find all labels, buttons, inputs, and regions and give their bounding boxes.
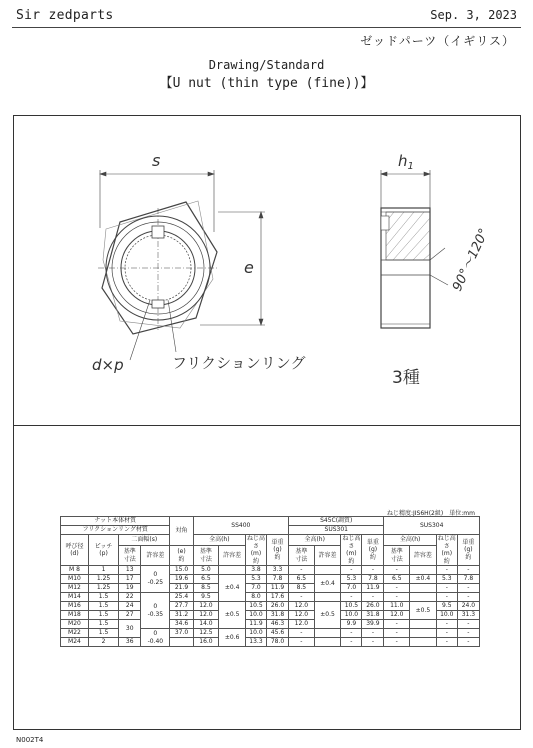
table-row bbox=[61, 638, 480, 647]
table-cell: 31.8 bbox=[266, 611, 288, 620]
table-cell: 12.0 bbox=[289, 620, 315, 629]
table-cell: 25.4 bbox=[170, 593, 193, 602]
table-cell: 14.0 bbox=[193, 620, 219, 629]
table-cell: 1.25 bbox=[88, 575, 118, 584]
hdr-weight-3: 単重 (g) 約 bbox=[457, 535, 479, 566]
tol-h2-a: ±0.4 bbox=[314, 575, 341, 593]
table-cell: 3.8 bbox=[246, 566, 267, 575]
table-cell: 31.3 bbox=[457, 611, 479, 620]
table-cell: 78.0 bbox=[266, 638, 288, 647]
table-cell: M22 bbox=[61, 629, 89, 638]
table-cell: - bbox=[457, 620, 479, 629]
tol-h3-b: ±0.5 bbox=[410, 602, 437, 620]
table-cell: 12.0 bbox=[193, 602, 219, 611]
table-cell: 12.0 bbox=[289, 611, 315, 620]
table-cell bbox=[410, 566, 437, 575]
table-cell: - bbox=[436, 593, 457, 602]
table-cell: 9.9 bbox=[341, 620, 362, 629]
tol-h1-blank bbox=[219, 566, 246, 575]
table-cell: 46.3 bbox=[266, 620, 288, 629]
table-row bbox=[61, 584, 480, 593]
hdr-thread-1: ねじ高さ (m) 約 bbox=[246, 535, 265, 565]
hdr-diag-sub: (e) 約 bbox=[170, 546, 193, 566]
hdr-weight-2: 単重 (g) 約 bbox=[362, 535, 384, 566]
table-cell: 6.5 bbox=[289, 575, 315, 584]
table-cell: 21.9 bbox=[170, 584, 193, 593]
table-cell bbox=[170, 638, 193, 647]
spec-table bbox=[60, 516, 480, 647]
table-cell bbox=[314, 629, 341, 638]
table-cell: 6.5 bbox=[193, 575, 219, 584]
hdr-h3-tol: 許容差 bbox=[410, 546, 437, 566]
table-cell: - bbox=[436, 620, 457, 629]
tol-s-1: 0 -0.25 bbox=[141, 566, 170, 593]
table-cell: - bbox=[384, 638, 410, 647]
hdr-s-tol: 許容差 bbox=[141, 546, 170, 566]
table-cell: - bbox=[457, 566, 479, 575]
table-cell: - bbox=[362, 593, 384, 602]
table-cell: 5.3 bbox=[341, 575, 362, 584]
table-cell: 2 bbox=[88, 638, 118, 647]
table-cell: M14 bbox=[61, 593, 89, 602]
table-cell: 5.0 bbox=[193, 566, 219, 575]
tol-h1-c: ±0.6 bbox=[219, 629, 246, 647]
table-cell: - bbox=[341, 566, 362, 575]
hdr-nut-material: ナット本体材質 bbox=[61, 517, 170, 526]
table-cell: M18 bbox=[61, 611, 89, 620]
table-cell: 17 bbox=[119, 575, 141, 584]
hdr-ss400: SS400 bbox=[193, 517, 288, 535]
table-cell: 22 bbox=[119, 593, 141, 602]
table-cell: 12.5 bbox=[193, 629, 219, 638]
table-cell: - bbox=[362, 629, 384, 638]
table-cell: - bbox=[362, 638, 384, 647]
table-cell: 3.3 bbox=[266, 566, 288, 575]
hdr-diag: 対角 bbox=[170, 517, 193, 546]
table-cell: - bbox=[436, 629, 457, 638]
table-cell: M20 bbox=[61, 620, 89, 629]
table-cell: 1.5 bbox=[88, 620, 118, 629]
table-row bbox=[61, 566, 480, 575]
table-cell: 1.5 bbox=[88, 602, 118, 611]
table-cell bbox=[314, 566, 341, 575]
table-row bbox=[61, 620, 480, 629]
hdr-h2-tol: 許容差 bbox=[314, 546, 341, 566]
table-cell: - bbox=[289, 566, 315, 575]
hdr-h1-tol: 許容差 bbox=[219, 546, 246, 566]
table-cell: 1.5 bbox=[88, 611, 118, 620]
table-cell: M24 bbox=[61, 638, 89, 647]
table-cell: - bbox=[384, 566, 410, 575]
hdr-thread-2: ねじ高さ (m) 約 bbox=[342, 535, 361, 565]
table-cell: 8.0 bbox=[246, 593, 267, 602]
table-cell: 9.5 bbox=[193, 593, 219, 602]
hdr-pitch: ピッチ (p) bbox=[88, 535, 118, 566]
table-cell: 30 bbox=[119, 620, 141, 638]
tol-s-2: 0 -0.35 bbox=[141, 593, 170, 629]
tol-h2-b: ±0.5 bbox=[314, 602, 341, 629]
table-cell: 10.0 bbox=[246, 611, 267, 620]
table-cell: 7.8 bbox=[362, 575, 384, 584]
dim-h1-label: $h_1$ bbox=[398, 152, 414, 172]
table-cell: 27 bbox=[119, 611, 141, 620]
type-label: 3種 bbox=[392, 368, 420, 388]
hdr-height-2: 全高(h) bbox=[289, 535, 341, 546]
table-row bbox=[61, 575, 480, 584]
table-cell: 39.9 bbox=[362, 620, 384, 629]
table-cell: 10.5 bbox=[246, 602, 267, 611]
table-cell: 11.9 bbox=[246, 620, 267, 629]
table-cell: - bbox=[457, 629, 479, 638]
company-name: ゼッドパーツ（イギリス） bbox=[360, 34, 515, 48]
table-cell: 31.2 bbox=[170, 611, 193, 620]
table-cell: 7.0 bbox=[246, 584, 267, 593]
table-cell: M 8 bbox=[61, 566, 89, 575]
hdr-h2-std: 基準 寸法 bbox=[289, 546, 315, 566]
date: Sep. 3, 2023 bbox=[430, 8, 517, 22]
table-cell: 26.0 bbox=[362, 602, 384, 611]
friction-ring-label: フリクションリング bbox=[172, 354, 306, 372]
thread-label: d×p bbox=[92, 356, 124, 374]
table-cell: 7.8 bbox=[457, 575, 479, 584]
hdr-ring-material: フリクションリング材質 bbox=[61, 526, 170, 535]
table-cell: - bbox=[289, 629, 315, 638]
table-cell: - bbox=[436, 584, 457, 593]
hdr-h3-std: 基準 寸法 bbox=[384, 546, 410, 566]
table-note: ねじ精度:JIS6H(2級) 単位:mm bbox=[387, 510, 475, 517]
table-cell: - bbox=[384, 593, 410, 602]
dim-e-label: e bbox=[244, 258, 254, 277]
table-row bbox=[61, 593, 480, 602]
doc-type: Drawing/Standard bbox=[208, 58, 325, 72]
table-cell: - bbox=[436, 638, 457, 647]
tol-s-3: 0 -0.40 bbox=[141, 629, 170, 647]
table-cell bbox=[410, 629, 437, 638]
tol-h1-a: ±0.4 bbox=[219, 575, 246, 602]
table-cell: 11.0 bbox=[384, 602, 410, 611]
table-cell: 10.0 bbox=[341, 611, 362, 620]
hdr-height-1: 全高(h) bbox=[193, 535, 245, 546]
table-cell: 7.0 bbox=[341, 584, 362, 593]
table-cell: 24.0 bbox=[457, 602, 479, 611]
table-cell: M12 bbox=[61, 584, 89, 593]
table-cell: - bbox=[341, 638, 362, 647]
table-cell: 8.5 bbox=[193, 584, 219, 593]
table-cell: 27.7 bbox=[170, 602, 193, 611]
table-cell: 24 bbox=[119, 602, 141, 611]
table-cell: 15.0 bbox=[170, 566, 193, 575]
table-cell: M10 bbox=[61, 575, 89, 584]
table-cell: 19.6 bbox=[170, 575, 193, 584]
table-cell: 1.5 bbox=[88, 593, 118, 602]
table-cell: - bbox=[436, 566, 457, 575]
table-cell: 34.6 bbox=[170, 620, 193, 629]
site-name: Sir zedparts bbox=[16, 8, 114, 23]
table-cell: 11.9 bbox=[266, 584, 288, 593]
hdr-nominal: 呼び径 (d) bbox=[61, 535, 89, 566]
table-cell: 1.25 bbox=[88, 584, 118, 593]
hdr-h1-std: 基準 寸法 bbox=[193, 546, 219, 566]
table-cell: 10.0 bbox=[246, 629, 267, 638]
table-cell bbox=[410, 593, 437, 602]
table-cell: - bbox=[384, 620, 410, 629]
table-cell: - bbox=[384, 584, 410, 593]
doc-title: 【U nut (thin type (fine))】 bbox=[159, 76, 374, 91]
table-cell: - bbox=[457, 638, 479, 647]
table-cell: 31.8 bbox=[362, 611, 384, 620]
table-cell bbox=[410, 584, 437, 593]
table-cell: - bbox=[457, 584, 479, 593]
table-cell: 12.0 bbox=[193, 611, 219, 620]
table-cell: 8.5 bbox=[289, 584, 315, 593]
tol-h1-b: ±0.5 bbox=[219, 602, 246, 629]
hdr-height-3: 全高(h) bbox=[384, 535, 436, 546]
front-view bbox=[98, 201, 218, 334]
table-cell: - bbox=[362, 566, 384, 575]
table-cell bbox=[410, 638, 437, 647]
table-cell: M16 bbox=[61, 602, 89, 611]
frame-divider bbox=[13, 425, 521, 426]
table-cell: 9.5 bbox=[436, 602, 457, 611]
table-cell bbox=[410, 620, 437, 629]
table-cell: 36 bbox=[119, 638, 141, 647]
table-cell: - bbox=[289, 638, 315, 647]
table-cell: 37.0 bbox=[170, 629, 193, 638]
table-cell: 17.6 bbox=[266, 593, 288, 602]
table-cell: 11.9 bbox=[362, 584, 384, 593]
table-cell: - bbox=[341, 593, 362, 602]
doc-code: N002T4 bbox=[16, 736, 44, 744]
table-cell: 10.0 bbox=[436, 611, 457, 620]
side-view bbox=[381, 208, 430, 328]
table-cell: 5.3 bbox=[436, 575, 457, 584]
table-cell: 13 bbox=[119, 566, 141, 575]
table-cell: 16.0 bbox=[193, 638, 219, 647]
table-cell: 12.0 bbox=[384, 611, 410, 620]
table-cell: 10.5 bbox=[341, 602, 362, 611]
table-cell: - bbox=[341, 629, 362, 638]
tol-h3-a: ±0.4 bbox=[410, 575, 437, 584]
table-cell: 45.6 bbox=[266, 629, 288, 638]
table-cell: - bbox=[457, 593, 479, 602]
table-row bbox=[61, 602, 480, 611]
table-cell: 26.0 bbox=[266, 602, 288, 611]
hdr-weight-1: 単重 (g) 約 bbox=[266, 535, 288, 566]
dim-s-label: s bbox=[152, 151, 161, 170]
table-cell: 6.5 bbox=[384, 575, 410, 584]
angle-label: 90°～120° bbox=[450, 226, 493, 294]
table-cell: - bbox=[384, 629, 410, 638]
table-cell: 5.3 bbox=[246, 575, 267, 584]
table-cell: 7.8 bbox=[266, 575, 288, 584]
table-cell: 12.0 bbox=[289, 602, 315, 611]
table-cell: 19 bbox=[119, 584, 141, 593]
table-cell: 1.5 bbox=[88, 629, 118, 638]
table-cell bbox=[314, 593, 341, 602]
hdr-s-std: 基準 寸法 bbox=[119, 546, 141, 566]
hdr-width: 二面幅(s) bbox=[119, 535, 170, 546]
hdr-s45c: S45C(調質) bbox=[289, 517, 384, 526]
hdr-sus301: SUS301 bbox=[289, 526, 384, 535]
table-cell bbox=[314, 638, 341, 647]
table-cell: - bbox=[289, 593, 315, 602]
hdr-thread-3: ねじ高さ (m) 約 bbox=[437, 535, 456, 565]
table-cell: 1 bbox=[88, 566, 118, 575]
hdr-sus304: SUS304 bbox=[384, 517, 480, 535]
table-cell: 13.3 bbox=[246, 638, 267, 647]
